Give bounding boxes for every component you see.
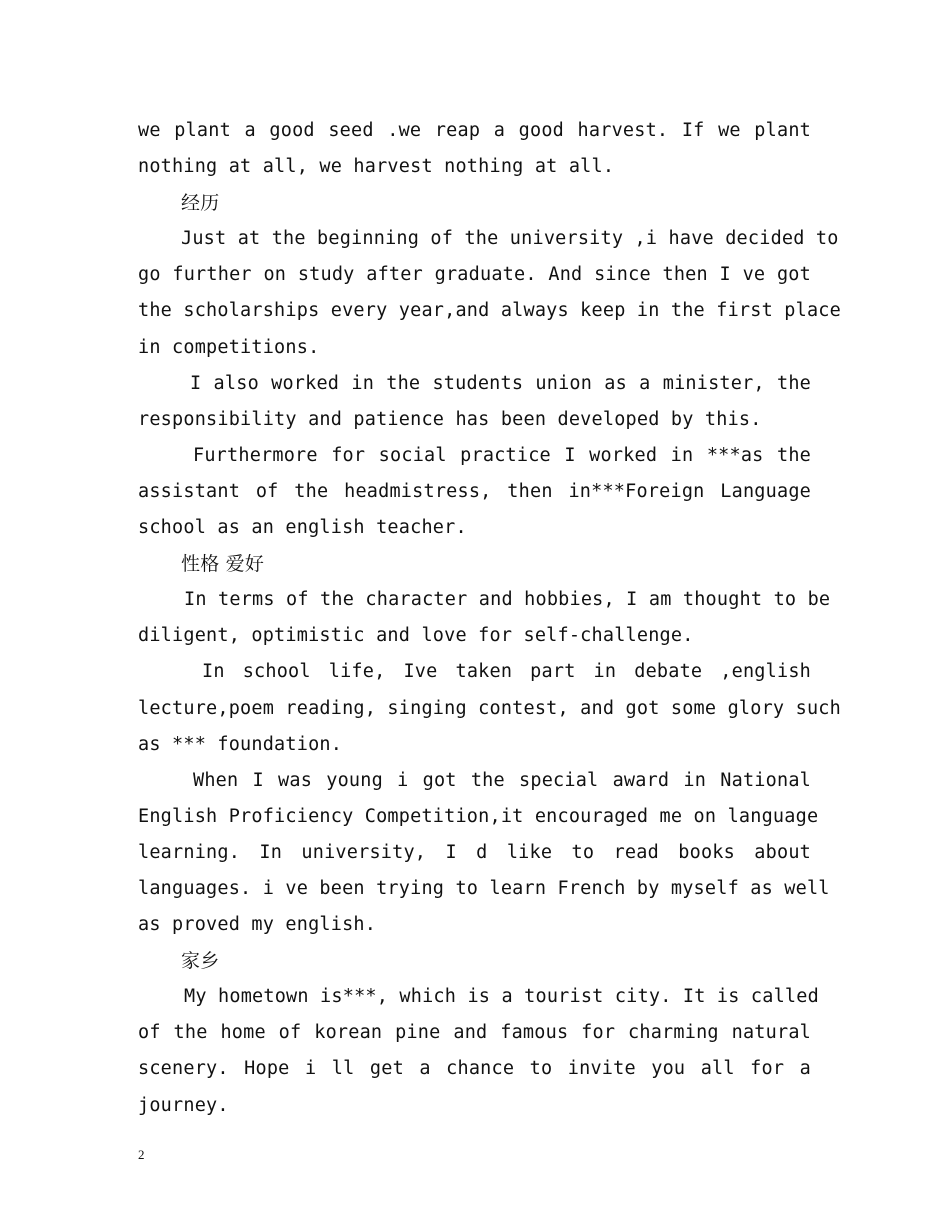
text-line: In terms of the character and hobbies, I am thought to be (184, 589, 831, 611)
section-heading-experience: 经历 (181, 192, 220, 215)
text-line: Furthermore for social practice I worked in ***as the (193, 444, 811, 466)
text-line: we plant a good seed .we reap a good harvest. If we plant (138, 120, 811, 141)
text-line: as *** foundation. (138, 733, 343, 755)
section-heading-character-hobbies: 性格 爱好 (181, 553, 265, 576)
text-line: assistant of the headmistress, then in***Foreign Language (138, 480, 811, 502)
text-line: in competitions. (138, 336, 320, 358)
text-line: journey. (138, 1094, 229, 1116)
text-line: When I was young i got the special award in National (193, 769, 811, 791)
text-line: learning. In university, I d like to read books about (138, 841, 811, 863)
text-line: My hometown is***, which is a tourist city. It is called (184, 986, 819, 1008)
text-line: Just at the beginning of the university ,i have decided to (181, 228, 839, 250)
text-line: languages. i ve been trying to learn French by myself as well (138, 877, 830, 899)
text-line: In school life, Ive taken part in debate ,english (202, 661, 811, 683)
text-line: of the home of korean pine and famous for charming natural (138, 1022, 811, 1044)
text-line: responsibility and patience has been developed by this. (138, 408, 762, 430)
page-number: 2 (138, 1147, 145, 1162)
section-heading-hometown: 家乡 (181, 950, 220, 973)
text-line: as proved my english. (138, 914, 377, 936)
text-line: English Proficiency Competition,it encouraged me on language (138, 805, 819, 827)
text-line: diligent, optimistic and love for self-challenge. (138, 625, 694, 647)
text-line: scenery. Hope i ll get a chance to invite you all for a (138, 1058, 811, 1080)
document-body (138, 113, 841, 1124)
text-line: nothing at all, we harvest nothing at all. (138, 156, 615, 178)
text-line: I also worked in the students union as a minister, the (190, 372, 811, 394)
text-line: the scholarships every year,and always keep in the first place (138, 300, 841, 322)
text-line: go further on study after graduate. And since then I ve got (138, 264, 811, 286)
text-line: lecture,poem reading, singing contest, and got some glory such (138, 697, 841, 719)
text-line: school as an english teacher. (138, 517, 467, 539)
